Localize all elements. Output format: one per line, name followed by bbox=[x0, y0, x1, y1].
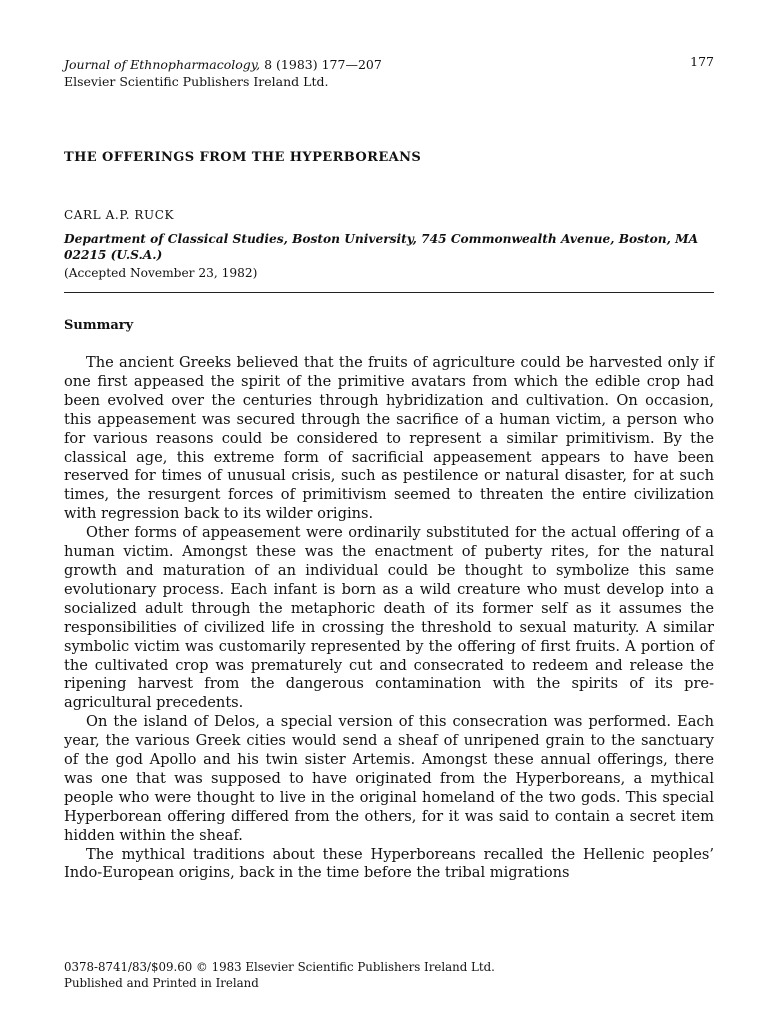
article-title: THE OFFERINGS FROM THE HYPERBOREANS bbox=[64, 150, 422, 165]
header-rule bbox=[64, 292, 714, 293]
page-number: 177 bbox=[690, 54, 714, 69]
author-name: CARL A.P. RUCK bbox=[64, 208, 175, 222]
accepted-date: (Accepted November 23, 1982) bbox=[64, 266, 258, 280]
journal-reference: 8 (1983) 177—207 bbox=[260, 57, 382, 72]
copyright-line: 0378-8741/83/$09.60 © 1983 Elsevier Scientific Publishers Ireland Ltd. bbox=[64, 960, 495, 974]
summary-paragraph: The mythical traditions about these Hyperboreans recalled the Hellenic peoples’ Indo-European origins, back in the time before the tribal migrations bbox=[64, 845, 714, 882]
summary-body bbox=[64, 354, 714, 883]
summary-heading: Summary bbox=[64, 318, 134, 333]
summary-paragraph: The ancient Greeks believed that the fruits of agriculture could be harvested only if one first appeased the spirit of the primitive avatars from which the edible crop had been evolved over the centuries through hybridization and cultivation. On occasion, this appeasement was secured through the sacrifice of a human victim, a person who for various reasons could be considered to represent a similar primitivism. By the classical age, this extreme form of sacrificial appeasement appears to have been reserved for times of unusual crisis, such as pestilence or natural disaster, for at such times, the resurgent forces of primitivism seemed to threaten the entire civilization with regression back to its wilder origins. bbox=[64, 354, 714, 523]
journal-header bbox=[64, 56, 624, 90]
journal-name: Journal of Ethnopharmacology, bbox=[64, 57, 261, 72]
printing-line: Published and Printed in Ireland bbox=[64, 976, 259, 990]
page-footer bbox=[64, 959, 714, 991]
author-affiliation: Department of Classical Studies, Boston University, 745 Commonwealth Avenue, Boston, MA 02215 (U.S.A.) bbox=[64, 232, 699, 262]
summary-paragraph: Other forms of appeasement were ordinarily substituted for the actual offering of a human victim. Amongst these was the enactment of puberty rites, for the natural growth and maturation of an individual could be thought to symbolize this same evolutionary process. Each infant is born as a wild creature who must develop into a socialized adult through the metaphoric death of its former self as it assumes the responsibilities of civilized life in crossing the threshold to sexual maturity. A similar symbolic victim was customarily represented by the offering of first fruits. A portion of the cultivated crop was prematurely cut and consecrated to redeem and release the ripening harvest from the dangerous contamination with the spirits of its pre-agricultural precedents. bbox=[64, 524, 714, 712]
publisher-line: Elsevier Scientific Publishers Ireland Ltd. bbox=[64, 74, 329, 89]
journal-citation bbox=[64, 56, 624, 73]
summary-paragraph: On the island of Delos, a special version of this consecration was performed. Each year, the various Greek cities would send a sheaf of unripened grain to the sanctuary of the god Apollo and his twin sister Artemis. Amongst these annual offerings, there was one that was supposed to have originated from the Hyperboreans, a mythical people who were thought to live in the original homeland of the two gods. This special Hyperborean offering differed from the others, for it was said to contain a secret item hidden within the sheaf. bbox=[64, 713, 714, 844]
